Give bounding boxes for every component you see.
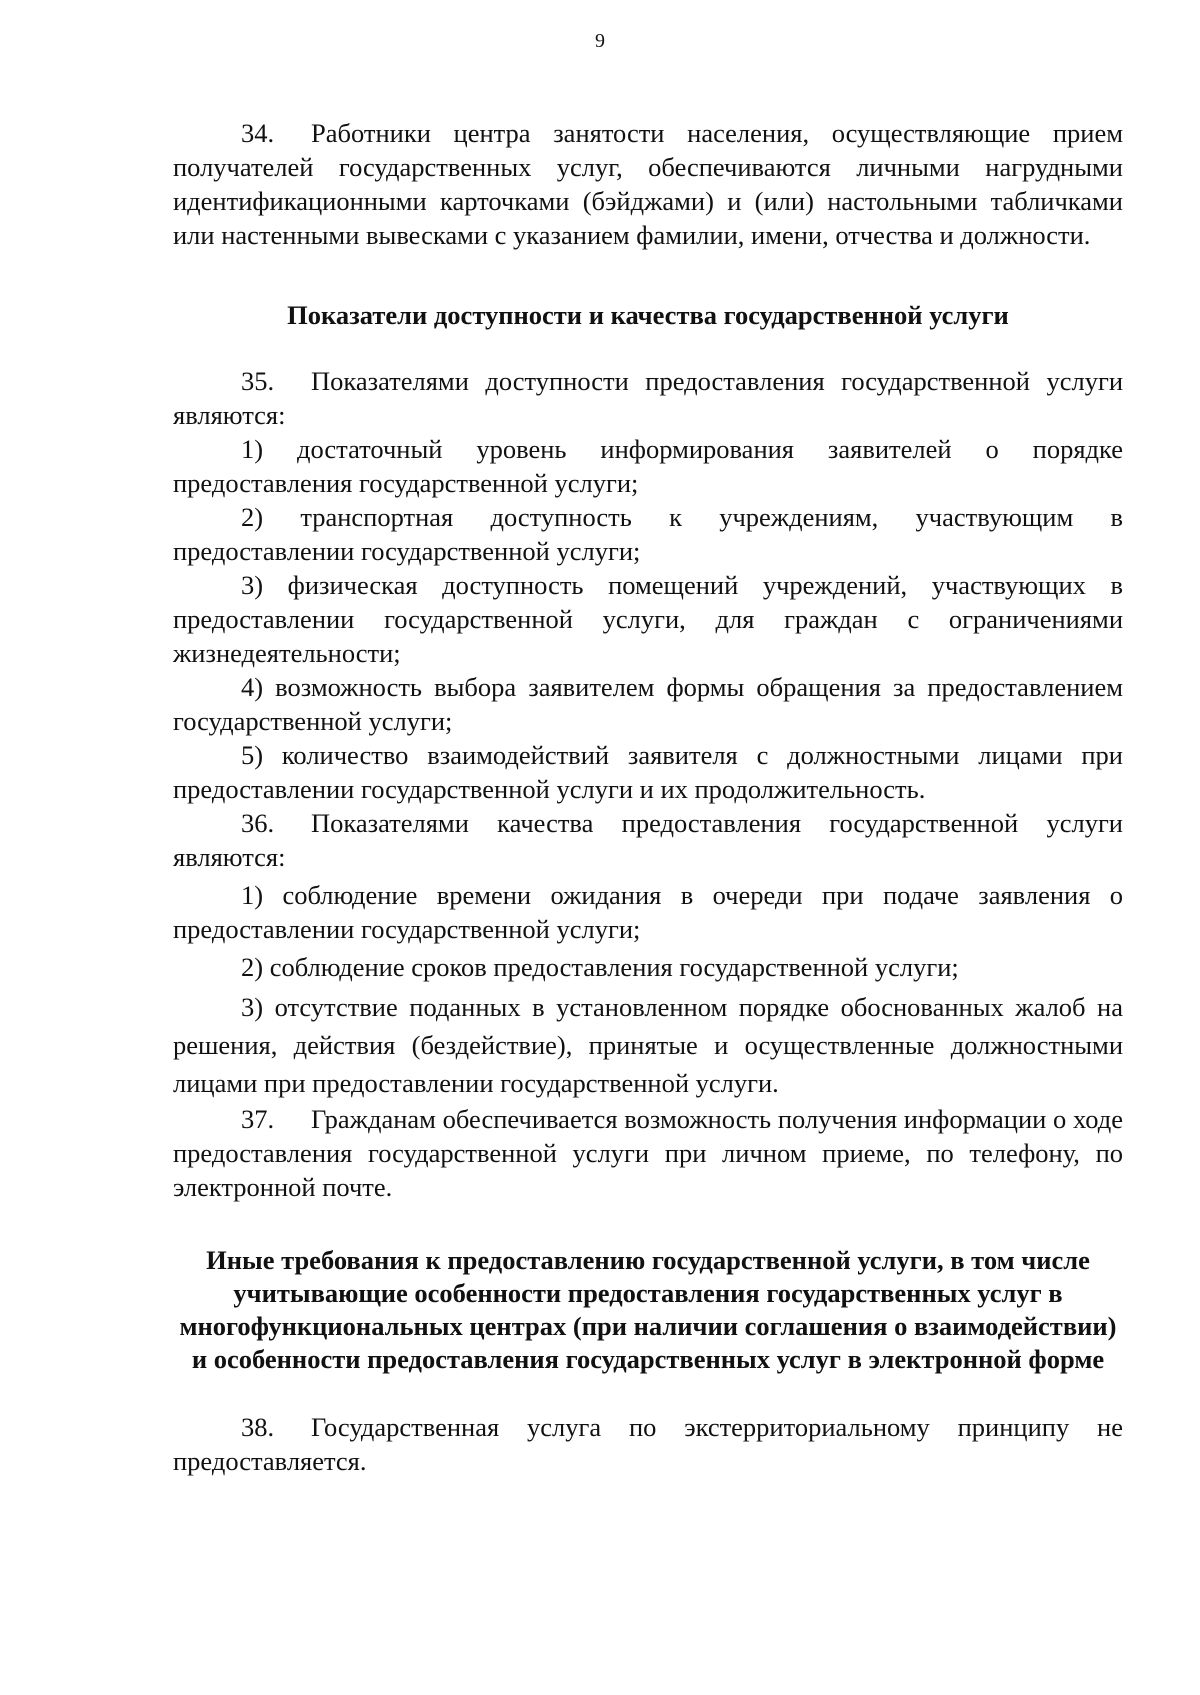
paragraph-35 — [173, 364, 1123, 432]
list-item: 3) отсутствие поданных в установленном порядке обоснованных жалоб на решения, действия (бездействие), принятые и осуществленные должностными лицами при предоставлении государственной услуги. — [173, 992, 1123, 1098]
paragraph-number: 37. — [241, 1104, 275, 1134]
list-item: 1) достаточный уровень информирования заявителей о порядке предоставления государственной услуги; — [173, 434, 1123, 498]
paragraph-text: Государственная услуга по экстерриториальному принципу не предоставляется. — [173, 1412, 1123, 1476]
paragraph-34 — [173, 116, 1123, 252]
paragraph-text: Работники центра занятости населения, осуществляющие прием получателей государственных услуг, обеспечиваются личными нагрудными идентификационными карточками (бэйджами) и (или) настольными табличками или настенными вывесками с указанием фамилии, имени, отчества и должности. — [173, 118, 1123, 250]
list-item: 5) количество взаимодействий заявителя с должностными лицами при предоставлении государственной услуги и их продолжительность. — [173, 740, 1123, 804]
list-item: 2) транспортная доступность к учреждениям, участвующим в предоставлении государственной услуги; — [173, 502, 1123, 566]
paragraph-number: 38. — [241, 1412, 275, 1442]
section-heading-accessibility: Показатели доступности и качества государственной услуги — [287, 300, 1009, 330]
document-body — [173, 116, 1123, 1478]
paragraph-number: 36. — [241, 808, 275, 838]
paragraph-number: 34. — [241, 118, 275, 148]
page-number: 9 — [595, 30, 605, 52]
list-item: 3) физическая доступность помещений учреждений, участвующих в предоставлении государственной услуги, для граждан с ограничениями жизнедеятельности; — [173, 570, 1123, 668]
paragraph-38 — [173, 1410, 1123, 1478]
paragraph-number: 35. — [241, 366, 275, 396]
paragraph-36 — [173, 806, 1123, 874]
paragraph-37 — [173, 1102, 1123, 1204]
list-item: 2) соблюдение сроков предоставления государственной услуги; — [241, 952, 959, 982]
list-item: 4) возможность выбора заявителем формы обращения за предоставлением государственной услуги; — [173, 672, 1123, 736]
paragraph-text: Показателями качества предоставления государственной услуги являются: — [173, 808, 1123, 872]
section-heading-other-requirements: Иные требования к предоставлению государственной услуги, в том числе учитывающие особенности предоставления государственных услуг в многофункциональных центрах (при наличии соглашения о взаимодействии) и особенности предоставления государственных услуг в электронной форме — [179, 1245, 1117, 1374]
list-item: 1) соблюдение времени ожидания в очереди при подаче заявления о предоставлении государственной услуги; — [173, 880, 1123, 944]
paragraph-text: Показателями доступности предоставления государственной услуги являются: — [173, 366, 1123, 430]
paragraph-text: Гражданам обеспечивается возможность получения информации о ходе предоставления государственной услуги при личном приеме, по телефону, по электронной почте. — [173, 1104, 1123, 1202]
